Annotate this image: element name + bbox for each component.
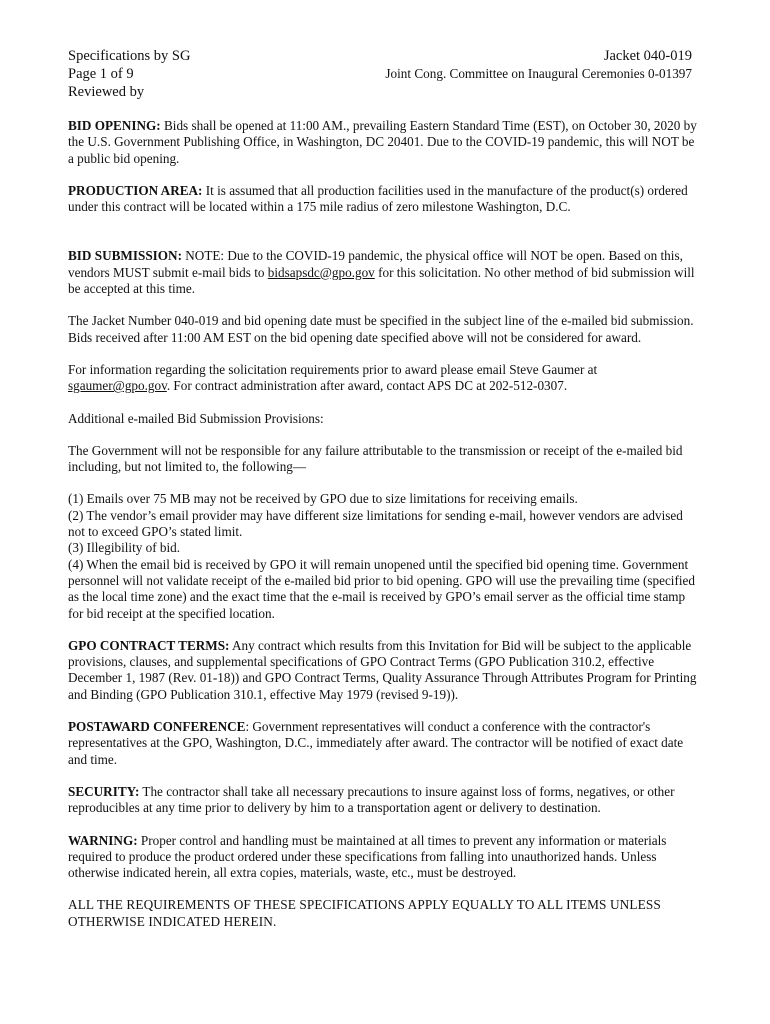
bid-opening-text: Bids shall be opened at 11:00 AM., prevailing Eastern Standard Time (EST), on October 30, 2020 by the U.S. Government Publishing Office, in Washington, DC 20401. Due to the COVID-19 pandemic, this will NOT be a public bid opening. (68, 118, 697, 166)
page-number: Page 1 of 9 (68, 66, 134, 82)
provision-item: (3) Illegibility of bid. (68, 540, 181, 556)
warning-text: Proper control and handling must be maintained at all times to prevent any information or materials required to produce the product ordered under these specifications from falling into unauthorized hands. Unless otherwise indicated herein, all extra copies, materials, waste, etc., must be destroyed. (68, 832, 667, 881)
closing-statement: ALL THE REQUIREMENTS OF THESE SPECIFICATIONS APPLY EQUALLY TO ALL ITEMS UNLESS OTHERWISE INDICATED HEREIN. (68, 897, 661, 929)
security-text: The contractor shall take all necessary precautions to insure against loss of forms, negatives, or other reproducibles at any time prior to delivery by him to a transportation agent or delivery to destination. (68, 783, 675, 816)
provision-item: (2) The vendor’s email provider may have different size limitations for sending e-mail, however vendors are advised not to exceed GPO’s stated limit. (68, 507, 683, 540)
info-text-2: . For contract administration after award, contact APS DC at 202-512-0307. (166, 378, 568, 394)
production-area-paragraph (68, 183, 702, 216)
bid-opening-paragraph (68, 118, 702, 167)
warning-paragraph (68, 833, 702, 882)
info-paragraph (68, 362, 702, 395)
bid-opening-label: BID OPENING: (68, 118, 161, 133)
header-row-2 (68, 65, 692, 83)
government-paragraph: The Government will not be responsible for any failure attributable to the transmission or receipt of the e-mailed bid including, but not limited to, the following— (68, 442, 683, 475)
additional-heading: Additional e-mailed Bid Submission Provisions: (68, 410, 324, 426)
warning-label: WARNING: (68, 832, 138, 848)
info-text-1: For information regarding the solicitation requirements prior to award please email Steve Gaumer at (68, 361, 598, 377)
security-label: SECURITY: (68, 783, 140, 799)
contract-terms-text: Any contract which results from this Invitation for Bid will be subject to the applicable provisions, clauses, and supplemental specifications of GPO Contract Terms (GPO Publication 310.2, effective December 1, 1987 (Rev. 01-18)) and GPO Contract Terms, Quality Assurance Through Attributes Program for Printing and Binding (GPO Publication 310.1, effective May 1979 (revised 9-19)). (68, 637, 697, 702)
provision-item: (1) Emails over 75 MB may not be received by GPO due to size limitations for receiving emails. (68, 491, 578, 507)
provision-item: (4) When the email bid is received by GPO it will remain unopened until the specified bid opening time. Government personnel will not validate receipt of the e-mailed bid prior to bid opening. GPO will use the prevailing time (specified as the local time zone) and the exact time that the e-mail is received by GPO’s email server as the official time stamp for bid receipt at the specified location. (68, 556, 695, 621)
page-header (68, 47, 692, 101)
bid-submission-text-1: NOTE: Due to the COVID-19 pandemic, the physical office will NOT be open. Based on this, vendors MUST submit e-mail bids to (68, 248, 683, 280)
contract-terms-label: GPO CONTRACT TERMS: (68, 637, 230, 653)
bid-submission-label: BID SUBMISSION: (68, 248, 182, 264)
production-area-text: It is assumed that all production facilities used in the manufacture of the product(s) ordered under this contract will be located within a 175 mile radius of zero milestone Washington, D.C. (68, 182, 688, 215)
production-area-label: PRODUCTION AREA: (68, 182, 203, 198)
bid-email-link[interactable]: bidsapsdc@gpo.gov (267, 264, 375, 280)
agency-name: Joint Cong. Committee on Inaugural Ceremonies 0-01397 (385, 66, 692, 81)
header-row-1 (68, 47, 692, 65)
contact-email-link[interactable]: sgaumer@gpo.gov (68, 378, 167, 394)
bid-submission-text-2: for this solicitation. No other method of bid submission will be accepted at this time. (68, 264, 695, 297)
bid-submission-paragraph (68, 248, 702, 297)
spec-by: Specifications by SG (68, 48, 191, 64)
reviewed-by: Reviewed by (68, 84, 145, 100)
postaward-label: POSTAWARD CONFERENCE (68, 719, 246, 735)
provisions-list (68, 491, 702, 621)
jacket-paragraph: The Jacket Number 040-019 and bid opening date must be specified in the subject line of the e-mailed bid submission. Bids received after 11:00 AM EST on the bid opening date specified above will not be considered for award. (68, 313, 694, 345)
contract-terms-paragraph (68, 638, 702, 703)
security-paragraph (68, 784, 702, 817)
postaward-text: : Government representatives will conduct a conference with the contractor's representatives at the GPO, Washington, D.C., immediately after award. The contractor will be notified of exact date and time. (68, 719, 684, 767)
jacket-number: Jacket 040-019 (603, 48, 692, 64)
postaward-paragraph (68, 719, 702, 768)
document-body (68, 118, 702, 930)
